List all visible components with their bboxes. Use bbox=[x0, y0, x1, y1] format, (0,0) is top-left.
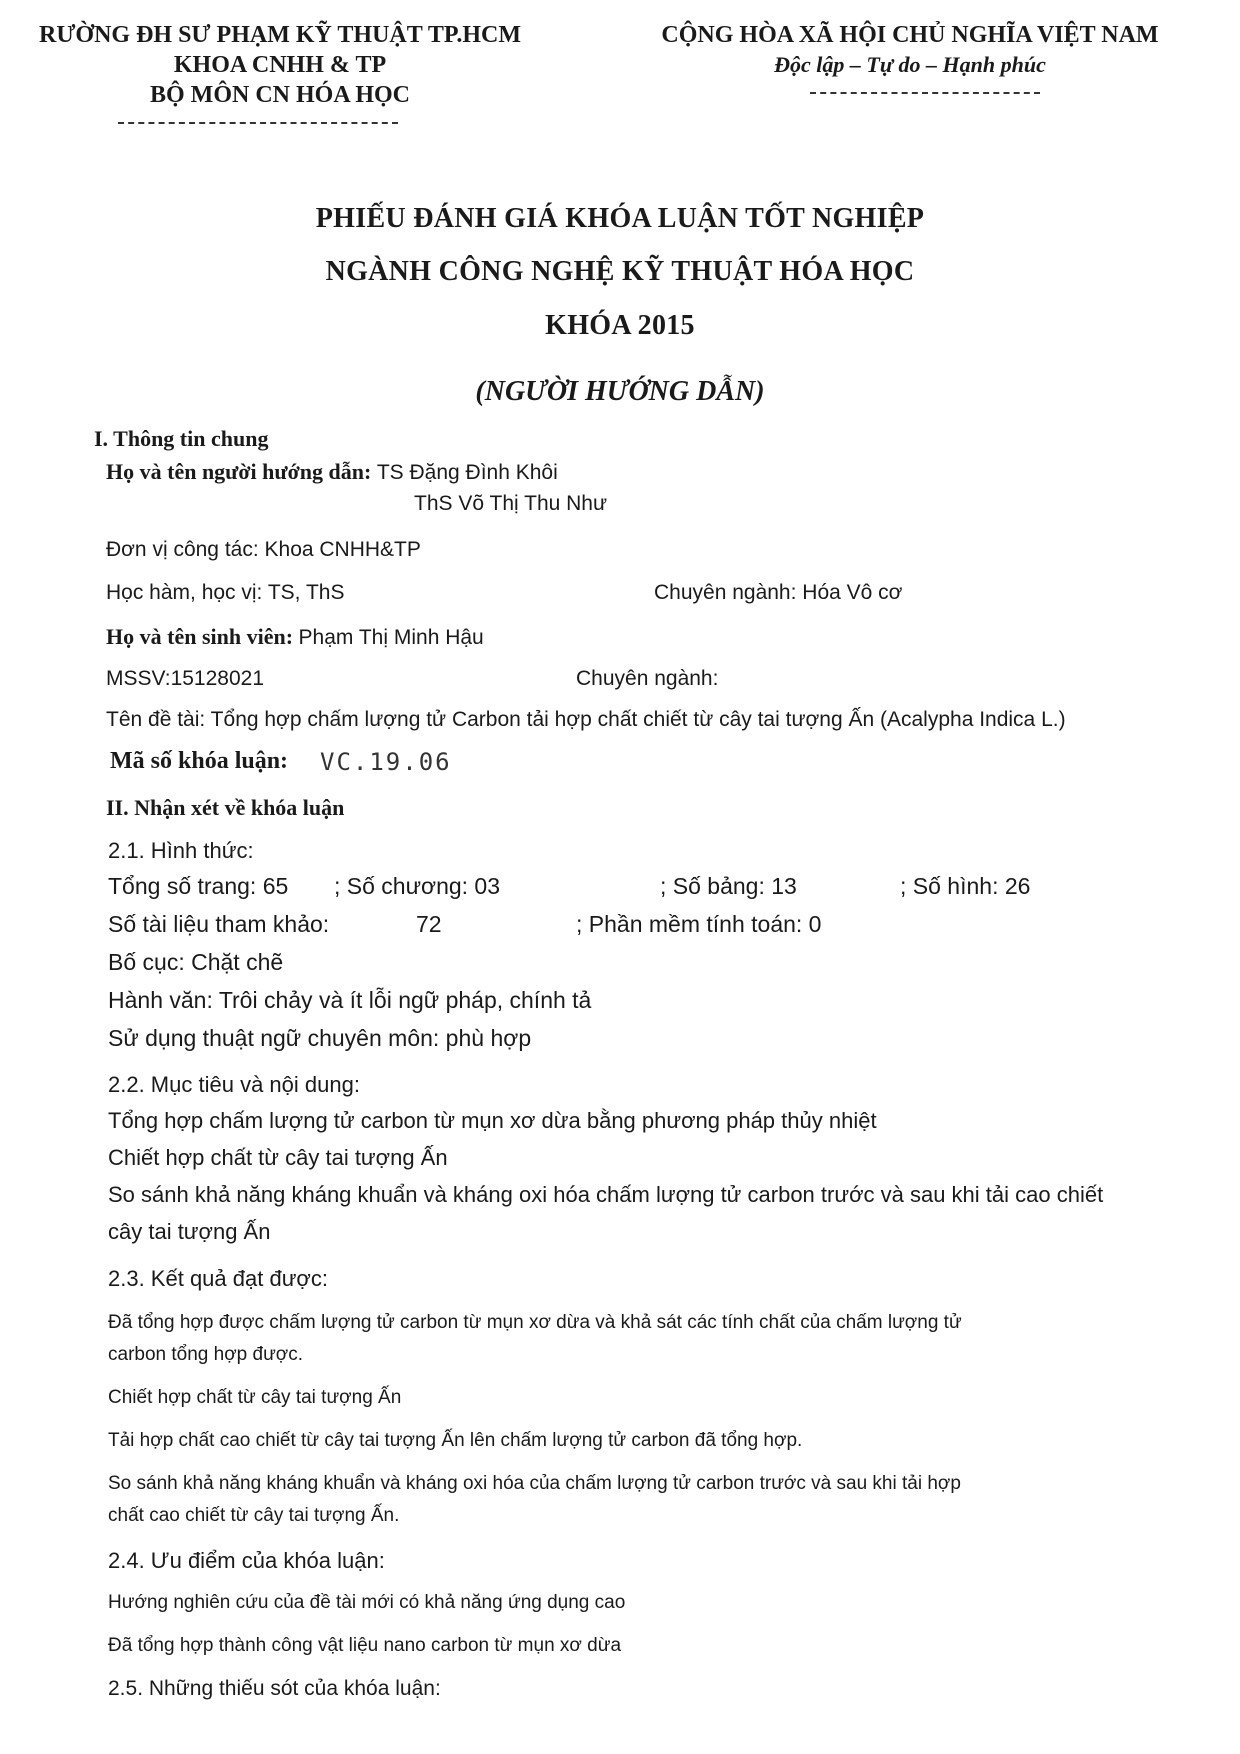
chapters: ; Số chương: 03 bbox=[334, 873, 501, 899]
software-count: ; Phần mềm tính toán: 0 bbox=[576, 911, 822, 937]
thesis-topic: Tên đề tài: Tổng hợp chấm lượng tử Carbon tải hợp chất chiết từ cây tai tượng Ấn (Acalypha Indica L.) bbox=[106, 708, 1066, 731]
layout-comment: Bố cục: Chặt chẽ bbox=[108, 949, 284, 975]
student-name: Phạm Thị Minh Hậu bbox=[298, 626, 484, 649]
writing-style-comment: Hành văn: Trôi chảy và ít lỗi ngữ pháp, chính tả bbox=[108, 987, 592, 1013]
student-label: Họ và tên sinh viên: bbox=[106, 624, 294, 649]
section-2-heading: II. Nhận xét về khóa luận bbox=[106, 795, 345, 820]
s24-heading: 2.4. Ưu điểm của khóa luận: bbox=[108, 1548, 385, 1573]
header-department: BỘ MÔN CN HÓA HỌC bbox=[149, 82, 410, 108]
s21-heading: 2.1. Hình thức: bbox=[108, 838, 254, 863]
form-role: (NGƯỜI HƯỚNG DẪN) bbox=[475, 376, 765, 407]
s23-heading: 2.3. Kết quả đạt được: bbox=[108, 1266, 328, 1291]
s23-line-5: So sánh khả năng kháng khuẩn và kháng oxi hóa của chấm lượng tử carbon trước và sau khi tải hợp bbox=[108, 1473, 961, 1494]
references-label: Số tài liệu tham khảo: bbox=[108, 911, 330, 937]
tables-count: ; Số bảng: 13 bbox=[660, 873, 797, 899]
header-left-divider bbox=[118, 122, 398, 124]
total-pages: Tổng số trang: 65 bbox=[108, 873, 289, 899]
header-university: RƯỜNG ĐH SƯ PHẠM KỸ THUẬT TP.HCM bbox=[38, 22, 522, 48]
s23-line-2: carbon tổng hợp được. bbox=[108, 1344, 304, 1365]
figures-count: ; Số hình: 26 bbox=[900, 873, 1031, 899]
terminology-comment: Sử dụng thuật ngữ chuyên môn: phù hợp bbox=[108, 1025, 532, 1051]
work-unit: Đơn vị công tác: Khoa CNHH&TP bbox=[106, 538, 421, 561]
s23-line-4: Tải hợp chất cao chiết từ cây tai tượng Ấn lên chấm lượng tử carbon đã tổng hợp. bbox=[108, 1430, 803, 1451]
s25-heading: 2.5. Những thiếu sót của khóa luận: bbox=[108, 1677, 441, 1700]
s22-line-2: Chiết hợp chất từ cây tai tượng Ấn bbox=[108, 1145, 448, 1170]
student-id: MSSV:15128021 bbox=[106, 667, 265, 690]
header-faculty: KHOA CNHH & TP bbox=[173, 52, 387, 78]
student-row bbox=[106, 624, 484, 650]
s22-heading: 2.2. Mục tiêu và nội dung: bbox=[108, 1072, 360, 1097]
advisor-specialty: Chuyên ngành: Hóa Vô cơ bbox=[654, 581, 903, 604]
student-specialty: Chuyên ngành: bbox=[576, 667, 719, 690]
form-subtitle: NGÀNH CÔNG NGHỆ KỸ THUẬT HÓA HỌC bbox=[325, 256, 915, 287]
s23-line-3: Chiết hợp chất từ cây tai tượng Ấn bbox=[108, 1387, 402, 1408]
advisor-name-1: TS Đặng Đình Khôi bbox=[376, 461, 558, 484]
advisor-label: Họ và tên người hướng dẫn: bbox=[106, 459, 372, 484]
academic-degree: Học hàm, học vị: TS, ThS bbox=[106, 581, 345, 604]
header-right-divider bbox=[810, 92, 1040, 94]
s23-line-1: Đã tổng hợp được chấm lượng tử carbon từ mụn xơ dừa và khả sát các tính chất của chấm lượng tử bbox=[108, 1312, 962, 1333]
s22-line-1: Tổng hợp chấm lượng tử carbon từ mụn xơ dừa bằng phương pháp thủy nhiệt bbox=[108, 1108, 877, 1133]
thesis-code-handwritten: VC.19.06 bbox=[320, 748, 452, 776]
s22-line-4: cây tai tượng Ấn bbox=[108, 1219, 271, 1244]
header-motto: Độc lập – Tự do – Hạnh phúc bbox=[774, 52, 1046, 77]
thesis-code-label: Mã số khóa luận: bbox=[110, 748, 289, 774]
header-country: CỘNG HÒA XÃ HỘI CHỦ NGHĨA VIỆT NAM bbox=[661, 22, 1159, 48]
section-1-heading: I. Thông tin chung bbox=[94, 426, 269, 451]
form-cohort: KHÓA 2015 bbox=[545, 310, 695, 341]
s23-line-6: chất cao chiết từ cây tai tượng Ấn. bbox=[108, 1505, 400, 1526]
advisor-row bbox=[106, 459, 558, 485]
form-title: PHIẾU ĐÁNH GIÁ KHÓA LUẬN TỐT NGHIỆP bbox=[315, 203, 925, 234]
s24-line-1: Hướng nghiên cứu của đề tài mới có khả năng ứng dụng cao bbox=[108, 1592, 626, 1613]
advisor-name-2: ThS Võ Thị Thu Như bbox=[414, 492, 608, 515]
s22-line-3: So sánh khả năng kháng khuẩn và kháng oxi hóa chấm lượng tử carbon trước và sau khi tải cao chiết bbox=[108, 1182, 1104, 1207]
references-count: 72 bbox=[416, 911, 442, 937]
s24-line-2: Đã tổng hợp thành công vật liệu nano carbon từ mụn xơ dừa bbox=[108, 1635, 622, 1656]
